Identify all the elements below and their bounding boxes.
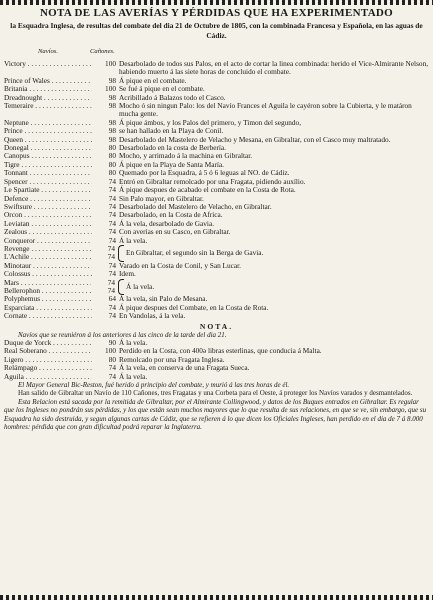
ship-description: Á la vela, en conserva de una Fragata Sueca. <box>119 363 250 373</box>
ship-guns: 98 <box>108 92 116 102</box>
ship-list <box>4 60 429 431</box>
ship-row <box>4 102 429 119</box>
ship-description: Á la vela. <box>119 338 148 347</box>
ship-guns: 98 <box>108 134 116 144</box>
ship-name: Zealous . . . <box>4 228 92 236</box>
ship-description: Á la vela. <box>119 235 148 245</box>
ship-guns: 80 <box>108 168 116 178</box>
ship-name: Donegal . . . <box>4 144 92 152</box>
brace-mark <box>118 279 124 296</box>
ship-name: Conqueror . . . <box>4 237 92 245</box>
ship-description: Se fué á pique en el combate. <box>119 84 205 94</box>
ship-description: Desarbolado de todos sus Palos, en el acto de cortar la linea combinada: herido el Vice-Almirante Nelson, habiendo muerto á las siete horas de concluido el combate. <box>119 59 429 77</box>
ship-description: Á pique despues del Combate, en la Costa de Rota. <box>119 302 269 312</box>
ship-description: Á la vela. <box>119 371 148 381</box>
ship-row <box>4 245 118 253</box>
ship-guns: 74 <box>108 302 116 312</box>
ship-name: Mars . . . <box>4 279 91 287</box>
ship-description: Desarbolado del Mastelero de Velacho y Mesana, en Gibraltar, con el Casco muy maltratado. <box>119 134 391 144</box>
ship-guns: 74 <box>107 277 115 287</box>
ship-name: Le Spartiate . . . <box>4 186 92 194</box>
ship-description: En Vandolas, á la vela. <box>119 311 186 321</box>
ship-guns: 74 <box>108 371 116 381</box>
ship-name: Spencer . . . <box>4 178 92 186</box>
ship-guns: 98 <box>108 117 116 127</box>
ship-name: Swiftsure . . . <box>4 203 92 211</box>
ship-description: Á la vela, sin Palo de Mesana. <box>119 294 208 304</box>
ship-name: Leviatan . . . <box>4 220 92 228</box>
ship-description: Á pique ámbos, y los Palos del primero, y Timon del segundo, <box>119 117 302 127</box>
ship-description: Perdido en la Costa, con 400ǝ libras esterlinas, que conducia á Malta. <box>119 346 322 356</box>
ship-name: Revenge . . . <box>4 245 91 253</box>
ship-guns: 74 <box>107 243 115 253</box>
ship-group-items <box>4 279 118 296</box>
ship-row <box>4 211 429 219</box>
nota-heading: NOTA. <box>199 321 234 331</box>
ship-description: Á pique en el combate. <box>119 75 187 85</box>
ship-guns: 74 <box>108 201 116 211</box>
ship-guns: 100 <box>105 59 116 68</box>
ship-name: Prince . . . <box>4 127 92 135</box>
ship-guns: 74 <box>108 185 116 195</box>
document-subtitle: la Esquadra Inglesa, de resultas del combate del dia 21 de Octubre de 1805, con la combinada Francesa y Española, en las aguas de Cádiz. <box>10 21 423 40</box>
ship-guns: 74 <box>108 193 116 203</box>
ship-group-items <box>4 245 118 262</box>
ship-row <box>4 237 429 245</box>
ship-guns: 74 <box>108 218 116 228</box>
note-paragraph: Han salido de Gibraltar un Navío de 110 Cañones, tres Fragatas y una Corbeta para el Oeste, á proteger los Navíos varados y desmantelados. <box>18 389 413 398</box>
ship-description: Mocho, y arrimado á la machina en Gibraltar. <box>119 151 253 161</box>
ship-row <box>4 304 429 312</box>
note-paragraph: El Mayor General Bic-Reston, fué herido á principio del combate, y murió á las tres horas de él. <box>18 381 290 390</box>
ship-row <box>4 270 429 278</box>
ship-name: Tonnant . . . <box>4 169 92 177</box>
ship-description: Remolcado por una Fragata Inglesa. <box>119 354 225 364</box>
ship-guns: 74 <box>108 235 116 245</box>
ship-row <box>4 312 429 320</box>
ship-guns: 74 <box>108 311 116 321</box>
ship-row <box>4 77 429 85</box>
ship-name: Tigre . . . <box>4 161 92 169</box>
ship-row <box>4 287 118 295</box>
ship-group <box>4 245 429 262</box>
ship-group-description: En Gibraltar, el segundo sin la Berga de Gavia. <box>126 248 264 258</box>
ship-name: Polyphemus . . . <box>4 295 92 303</box>
ship-guns: 74 <box>108 269 116 279</box>
ship-guns: 80 <box>108 151 116 161</box>
ship-description: Á la vela, desarbolado de Gavia. <box>119 218 215 228</box>
ship-description: Entró en Gibraltar remolcado por una Fragata, pidiendo auxílio. <box>119 176 306 186</box>
ship-name: Minotaur . . . <box>4 262 92 270</box>
ship-name: Cornate . . . <box>4 312 92 320</box>
ship-guns: 98 <box>108 75 116 85</box>
column-header-guns: Cañones. <box>90 48 115 55</box>
ship-guns: 74 <box>108 176 116 186</box>
ship-guns: 100 <box>105 346 116 356</box>
ship-name: Neptune . . . <box>4 119 92 127</box>
ship-name: Orcon . . . <box>4 211 92 219</box>
ship-row <box>4 364 429 372</box>
ship-description: Varado en la Costa de Conil, y San Lucar. <box>119 260 241 270</box>
ship-name: Dreadnought . . . <box>4 94 92 102</box>
ship-name: Esparciata . . . <box>4 304 92 312</box>
ship-group-description: Á la vela. <box>126 281 155 291</box>
ship-name: Ligero . . . <box>4 356 92 364</box>
ship-row <box>4 253 118 261</box>
ship-guns: 64 <box>108 294 116 304</box>
ship-description: Desarbolado en la costa de Berbería. <box>119 143 226 153</box>
ship-guns: 74 <box>108 227 116 237</box>
ship-row <box>4 228 429 236</box>
ship-name: Defence . . . <box>4 195 92 203</box>
ship-description: Á pique despues de acabado el combate en la Costa de Rota. <box>119 185 296 195</box>
note-paragraph: Esta Relacion está sacada por la remitida de Gibraltar, por el Almirante Collingwood, y datos de los Buques entrados en Gibraltar. Es regular que los Ingleses no pondrán sus pérdidas, y los que están sean muchos mayores que lo que resulta de sus relaciones, en que se ve, sin embargo, que su Esquadra ha sido destruida, y segun algunas cartas de Cádiz, que se refieren á lo que dicen los Oficiales Ingleses, han perdido en el dia de 7 á 8.000 hombres: pérdida que con gran dificultad podrá reparar la Inglaterra. <box>4 397 427 432</box>
ship-name: Duque de Yorck . . . <box>4 339 92 347</box>
ship-guns: 74 <box>107 285 115 295</box>
ship-name: Temeraire . . . <box>4 102 92 119</box>
ship-name: L'Achile . . . <box>4 253 91 261</box>
ship-description: Acribillado á Balazos todo el Casco. <box>119 92 226 102</box>
ship-description: Idem. <box>119 269 136 279</box>
brace-mark <box>118 245 124 262</box>
column-header-ships: Navíos. <box>38 48 58 55</box>
ship-group <box>4 279 429 296</box>
document-title: NOTA DE LAS AVERÍAS Y PÉRDIDAS QUE HA EXPERIMENTADO <box>39 7 394 19</box>
ship-name: Colossus . . . <box>4 270 92 278</box>
ship-description: Á pique en la Playa de Santa María. <box>119 159 224 169</box>
ship-row <box>4 279 118 287</box>
ship-guns: 74 <box>107 252 115 262</box>
ship-description: Con averías en su Casco, en Gibraltar. <box>119 227 231 237</box>
ship-description: Desarbolado del Mastelero de Velacho, en Gibraltar. <box>119 201 272 211</box>
ship-row <box>4 373 429 381</box>
ship-name: Britania . . . <box>4 85 92 93</box>
ship-guns: 80 <box>108 143 116 153</box>
ship-guns: 90 <box>108 338 116 347</box>
ship-guns: 74 <box>108 363 116 373</box>
ship-guns: 74 <box>108 210 116 220</box>
ship-name: Victory . . . <box>4 60 92 77</box>
top-border <box>0 0 433 5</box>
ship-row <box>4 262 429 270</box>
ship-name: Aguila . . . <box>4 373 92 381</box>
ship-description: Desarbolado, en la Costa de Africa. <box>119 210 223 220</box>
bottom-border <box>0 595 433 600</box>
ship-name: Queen . . . <box>4 136 92 144</box>
ship-guns: 74 <box>108 260 116 270</box>
ship-guns: 80 <box>108 354 116 364</box>
ship-description: se han hallado en la Playa de Conil. <box>119 126 224 136</box>
ship-guns: 100 <box>105 84 116 94</box>
ship-description: Quemado por la Esquadra, á 5 ó 6 leguas al NO. de Cádiz. <box>119 168 290 178</box>
ship-name: Bellerophon . . . <box>4 287 91 295</box>
ship-description: Sin Palo mayor, en Gibraltar. <box>119 193 204 203</box>
ship-row <box>4 60 429 77</box>
ship-name: Relámpago . . . <box>4 364 92 372</box>
ship-name: Canopus . . . <box>4 152 92 160</box>
ship-name: Real Soberano . . . <box>4 347 92 355</box>
ship-description: Mocho ó sin ningun Palo: los del Navío Frances el Aguila le cayéron sobre la Cubierta, y le matáron mucha gente. <box>119 101 412 119</box>
ship-row <box>4 186 429 194</box>
ship-guns: 80 <box>108 159 116 169</box>
ship-guns: 98 <box>108 101 116 111</box>
ship-guns: 98 <box>108 126 116 136</box>
ship-name: Prince of Wales . . . <box>4 77 92 85</box>
nota-intro: Navíos que se reuniéron á los anteriores á las cinco de la tarde del dia 21. <box>18 330 227 339</box>
